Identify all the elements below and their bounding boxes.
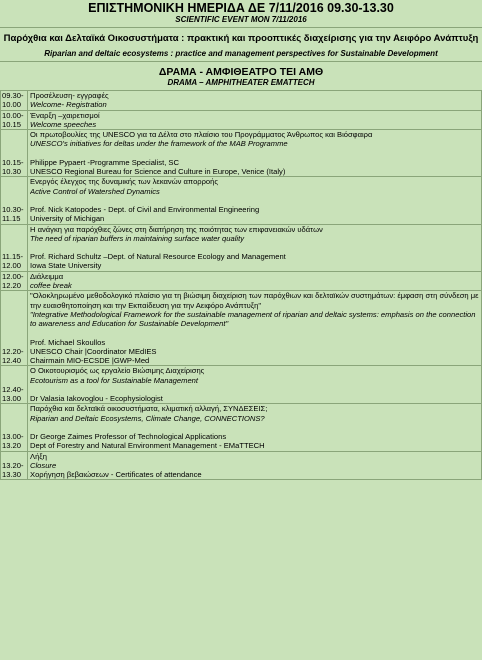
speaker-name: Dr George Zaimes Professor of Technological Applications <box>30 431 227 441</box>
session-cell <box>28 271 482 291</box>
divider <box>0 61 482 62</box>
header <box>0 0 482 88</box>
divider <box>0 27 482 28</box>
session-title-gr: Έναρξη –χαιρετισμοί <box>30 110 100 120</box>
session-title-en: Active Control of Watershed Dynamics <box>30 186 160 196</box>
schedule-row <box>1 404 482 451</box>
speaker-affiliation: Iowa State University <box>30 261 102 271</box>
session-cell <box>28 91 482 111</box>
schedule-table <box>0 90 482 480</box>
time-cell: 12.00- 12.20 <box>1 271 28 291</box>
schedule-row <box>1 451 482 480</box>
speaker-name: Philippe Pypaert -Programme Specialist, SC <box>30 157 179 167</box>
session-cell <box>28 366 482 404</box>
speaker-name: Prof. Michael Skoullos <box>30 337 106 347</box>
session-cell <box>28 177 482 224</box>
session-title-en: "Integrative Methodological Framework for the sustainable management of riparian and deltaic systems: emphasis on the connection to awareness and Education for Sustainable Development" <box>30 309 476 329</box>
speaker-affiliation: University of Michigan <box>30 214 105 224</box>
session-title-en: The need of riparian buffers in maintaining surface water quality <box>30 233 245 243</box>
session-title-en: coffee break <box>30 281 72 291</box>
session-title-en: UNESCO's initiatives for deltas under the framework of the MAB Programme <box>30 139 288 149</box>
time-cell: 09.30- 10.00 <box>1 91 28 111</box>
speaker-affiliation: Chairmain MIO-ECSDE |GWP-Med <box>30 356 150 366</box>
session-title-gr: Ενεργός έλεγχος της δυναμικής των λεκανών απορροής <box>30 177 219 187</box>
session-title-en: Riparian and Deltaic Ecosystems, Climate Change, CONNECTIONS? <box>30 413 265 423</box>
session-title-gr: "Ολοκληρωμένο μεθοδολογικό πλαίσιο για τη βιώσιμη διαχείριση των παρόχθιων και δελταϊκών συστημάτων: έμφαση στη σύνδεση με την ευαισθητοποίηση και την Εκπαίδευση για την Αειφόρο Ανάπτυξη" <box>30 291 479 310</box>
time-cell: 12.20- 12.40 <box>1 291 28 366</box>
session-title-en: Welcome- Registration <box>30 100 107 110</box>
session-cell <box>28 130 482 177</box>
time-cell: 10.00- 10.15 <box>1 110 28 130</box>
session-title-gr: Η ανάγκη για παρόχθιες ζώνες στη διατήρηση της ποιότητας των επιφανειακών υδάτων <box>30 224 323 234</box>
schedule-row <box>1 366 482 404</box>
time-cell: 11.15- 12.00 <box>1 224 28 271</box>
speaker-name: Dr Valasia Iakovoglou - Ecophysiologist <box>30 394 163 404</box>
schedule-row <box>1 110 482 130</box>
time-cell: 10.30- 11.15 <box>1 177 28 224</box>
schedule-row <box>1 130 482 177</box>
speaker-affiliation: UNESCO Regional Bureau for Science and Culture in Europe, Venice (Italy) <box>30 167 286 177</box>
theme-greek: Παρόχθια και Δελταϊκά Οικοσυστήματα : πρακτική και προοπτικές διαχείρισης για την Αειφόρο Ανάπτυξη <box>3 33 479 44</box>
session-cell <box>28 110 482 130</box>
time-cell: 13.00- 13.20 <box>1 404 28 451</box>
speaker-name: Prof. Nick Katopodes - Dept. of Civil and Environmental Engineering <box>30 204 260 214</box>
session-cell <box>28 404 482 451</box>
time-cell: 12.40- 13.00 <box>1 366 28 404</box>
session-cell <box>28 291 482 366</box>
session-title-gr: Λήξη <box>30 451 47 461</box>
session-title-en: Ecotourism as a tool for Sustainable Management <box>30 375 198 385</box>
schedule-row <box>1 224 482 271</box>
certificates-note: Χορήγηση βεβαιώσεων - Certificates of attendance <box>30 470 202 480</box>
time-cell: 10.15- 10.30 <box>1 130 28 177</box>
session-title-gr: Προσέλευση- εγγραφές <box>30 91 109 100</box>
venue-english: DRAMA – AMPHITHEATER EMATTECH <box>167 78 315 87</box>
time-cell: 13.20- 13.30 <box>1 451 28 480</box>
schedule-row <box>1 291 482 366</box>
session-title-gr: Διάλειμμα <box>30 271 64 281</box>
theme-english: Riparian and deltaic ecosystems : practice and management perspectives for Sustainable Development <box>44 49 438 58</box>
schedule-row <box>1 177 482 224</box>
speaker-name: Prof. Richard Schultz –Dept. of Natural Resource Ecology and Management <box>30 252 286 262</box>
session-title-gr: Παρόχθια και δελταϊκά οικοσυστήματα, κλιματική αλλαγή, ΣΥΝΔΕΣΕΙΣ; <box>30 404 268 414</box>
event-subtitle: SCIENTIFIC EVENT MON 7/11/2016 <box>175 15 307 24</box>
session-title-gr: Οι πρωτοβουλίες της UNESCO για τα Δέλτα στο πλαίσιο του Προγράμματος Άνθρωπος και Βιόσφαιρα <box>30 130 373 140</box>
schedule-row <box>1 91 482 111</box>
venue-greek: ΔΡΑΜΑ - ΑΜΦΙΘΕΑΤΡΟ ΤΕΙ ΑΜΘ <box>158 66 324 78</box>
schedule-row <box>1 271 482 291</box>
speaker-affiliation: UNESCO Chair |Coordinator MEdIES <box>30 346 157 356</box>
session-title-en: Closure <box>30 460 57 470</box>
session-cell <box>28 451 482 480</box>
event-title: ΕΠΙΣΤΗΜΟΝΙΚΗ ΗΜΕΡΙΔΑ ΔΕ 7/11/2016 09.30-13.30 <box>88 1 394 15</box>
session-cell <box>28 224 482 271</box>
session-title-gr: Ο Οικοτουρισμός ως εργαλείο Βιώσιμης Διαχείρισης <box>30 366 205 376</box>
session-title-en: Welcome speeches <box>30 119 97 129</box>
speaker-affiliation: Dept of Forestry and Natural Environment Management - EMaTTECH <box>30 441 265 451</box>
